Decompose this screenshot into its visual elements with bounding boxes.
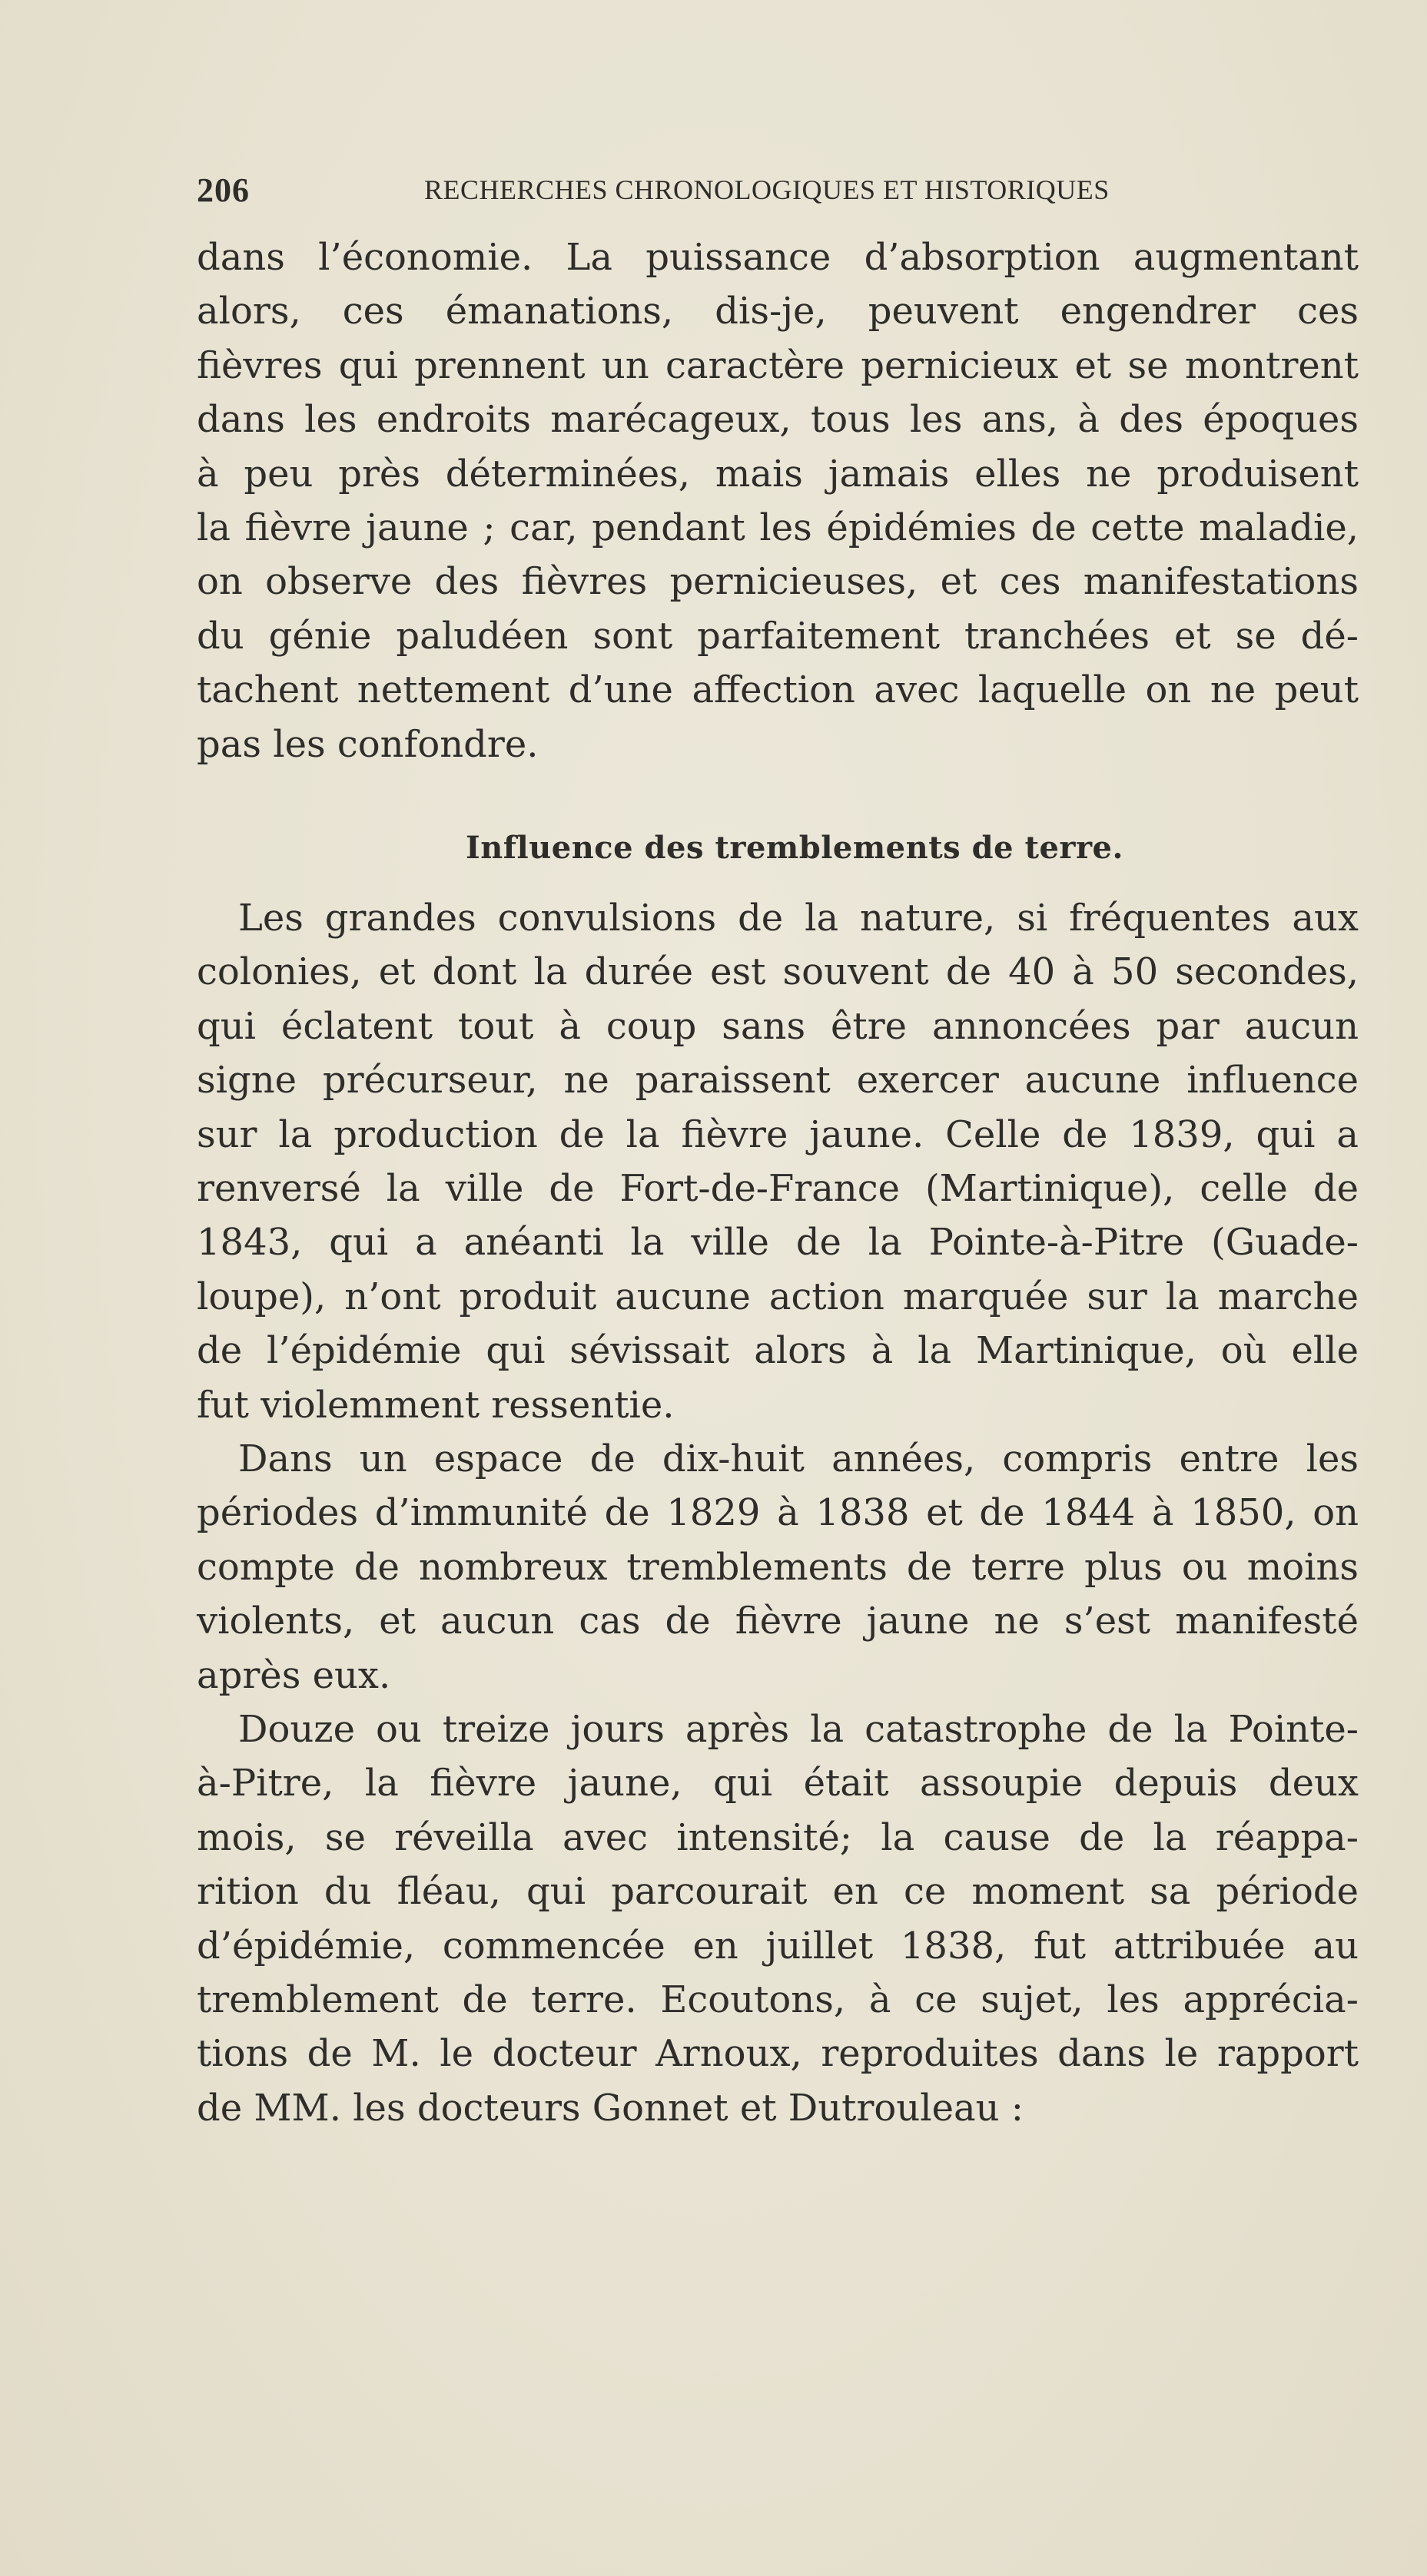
page-number: 206 [197, 171, 250, 209]
text-line: Douze ou treize jours après la catastrophe de la Pointe- [238, 1708, 1359, 1751]
text-line: renversé la ville de Fort-de-France (Martinique), celle de [197, 1166, 1359, 1210]
text-line: compte de nombreux tremblements de terre plus ou moins [197, 1545, 1359, 1589]
text-line: fièvres qui prennent un caractère pernicieux et se montrent [197, 343, 1359, 387]
text-line: tremblement de terre. Ecoutons, à ce sujet, les apprécia- [197, 1978, 1359, 2021]
text-line: sur la production de la fièvre jaune. Celle de 1839, qui a [197, 1112, 1359, 1156]
text-line: Dans un espace de dix-huit années, compris entre les [238, 1437, 1359, 1480]
text-line: colonies, et dont la durée est souvent de 40 à 50 secondes, [197, 950, 1359, 994]
text-line: rition du fléau, qui parcourait en ce moment sa période [197, 1870, 1359, 1914]
text-line: du génie paludéen sont parfaitement tranchées et se dé- [197, 614, 1359, 658]
running-title: RECHERCHES CHRONOLOGIQUES ET HISTORIQUES [424, 174, 1110, 205]
paragraph-1 [197, 230, 1359, 771]
text-line: d’épidémie, commencée en juillet 1838, fut attribuée au [197, 1924, 1359, 1968]
text-line: qui éclatent tout à coup sans être annoncées par aucun [197, 1004, 1359, 1048]
text-line: dans les endroits marécageux, tous les ans, à des époques [197, 398, 1359, 442]
text-line: de MM. les docteurs Gonnet et Dutrouleau : [197, 2086, 1024, 2130]
text-line: loupe), n’ont produit aucune action marquée sur la marche [197, 1275, 1359, 1318]
text-line: violents, et aucun cas de fièvre jaune ne s’est manifesté [197, 1600, 1359, 1643]
running-head [197, 171, 1203, 209]
text-line: à-Pitre, la fièvre jaune, qui était assoupie depuis deux [197, 1762, 1359, 1805]
text-line: tions de M. le docteur Arnoux, reproduites dans le rapport [197, 2032, 1359, 2076]
section-heading: Influence des tremblements de terre. [466, 830, 1123, 866]
text-line: 1843, qui a anéanti la ville de la Pointe-à-Pitre (Guade- [197, 1221, 1359, 1265]
text-line: après eux. [197, 1653, 391, 1697]
paragraph-4 [197, 1702, 1359, 2135]
text-line: à peu près déterminées, mais jamais elles ne produisent [197, 452, 1359, 496]
text-line: tachent nettement d’une affection avec laquelle on ne peut [197, 668, 1359, 712]
text-line: dans l’économie. La puissance d’absorption augmentant [197, 236, 1359, 279]
text-line: alors, ces émanations, dis-je, peuvent engendrer ces [197, 290, 1359, 333]
text-line: la fièvre jaune ; car, pendant les épidémies de cette maladie, [197, 506, 1359, 549]
text-line: on observe des fièvres pernicieuses, et ces manifestations [197, 560, 1359, 604]
text-line: Les grandes convulsions de la nature, si fréquentes aux [238, 897, 1359, 940]
paragraph-2 [197, 891, 1359, 1432]
text-line: périodes d’immunité de 1829 à 1838 et de 1844 à 1850, on [197, 1491, 1359, 1535]
text-line: de l’épidémie qui sévissait alors à la Martinique, où elle [197, 1329, 1359, 1373]
text-line: mois, se réveilla avec intensité; la cause de la réappa- [197, 1815, 1359, 1859]
text-line: signe précurseur, ne paraissent exercer aucune influence [197, 1059, 1359, 1102]
text-line: pas les confondre. [197, 722, 539, 766]
paragraph-3 [197, 1432, 1359, 1702]
text-line: fut violemment ressentie. [197, 1383, 675, 1427]
